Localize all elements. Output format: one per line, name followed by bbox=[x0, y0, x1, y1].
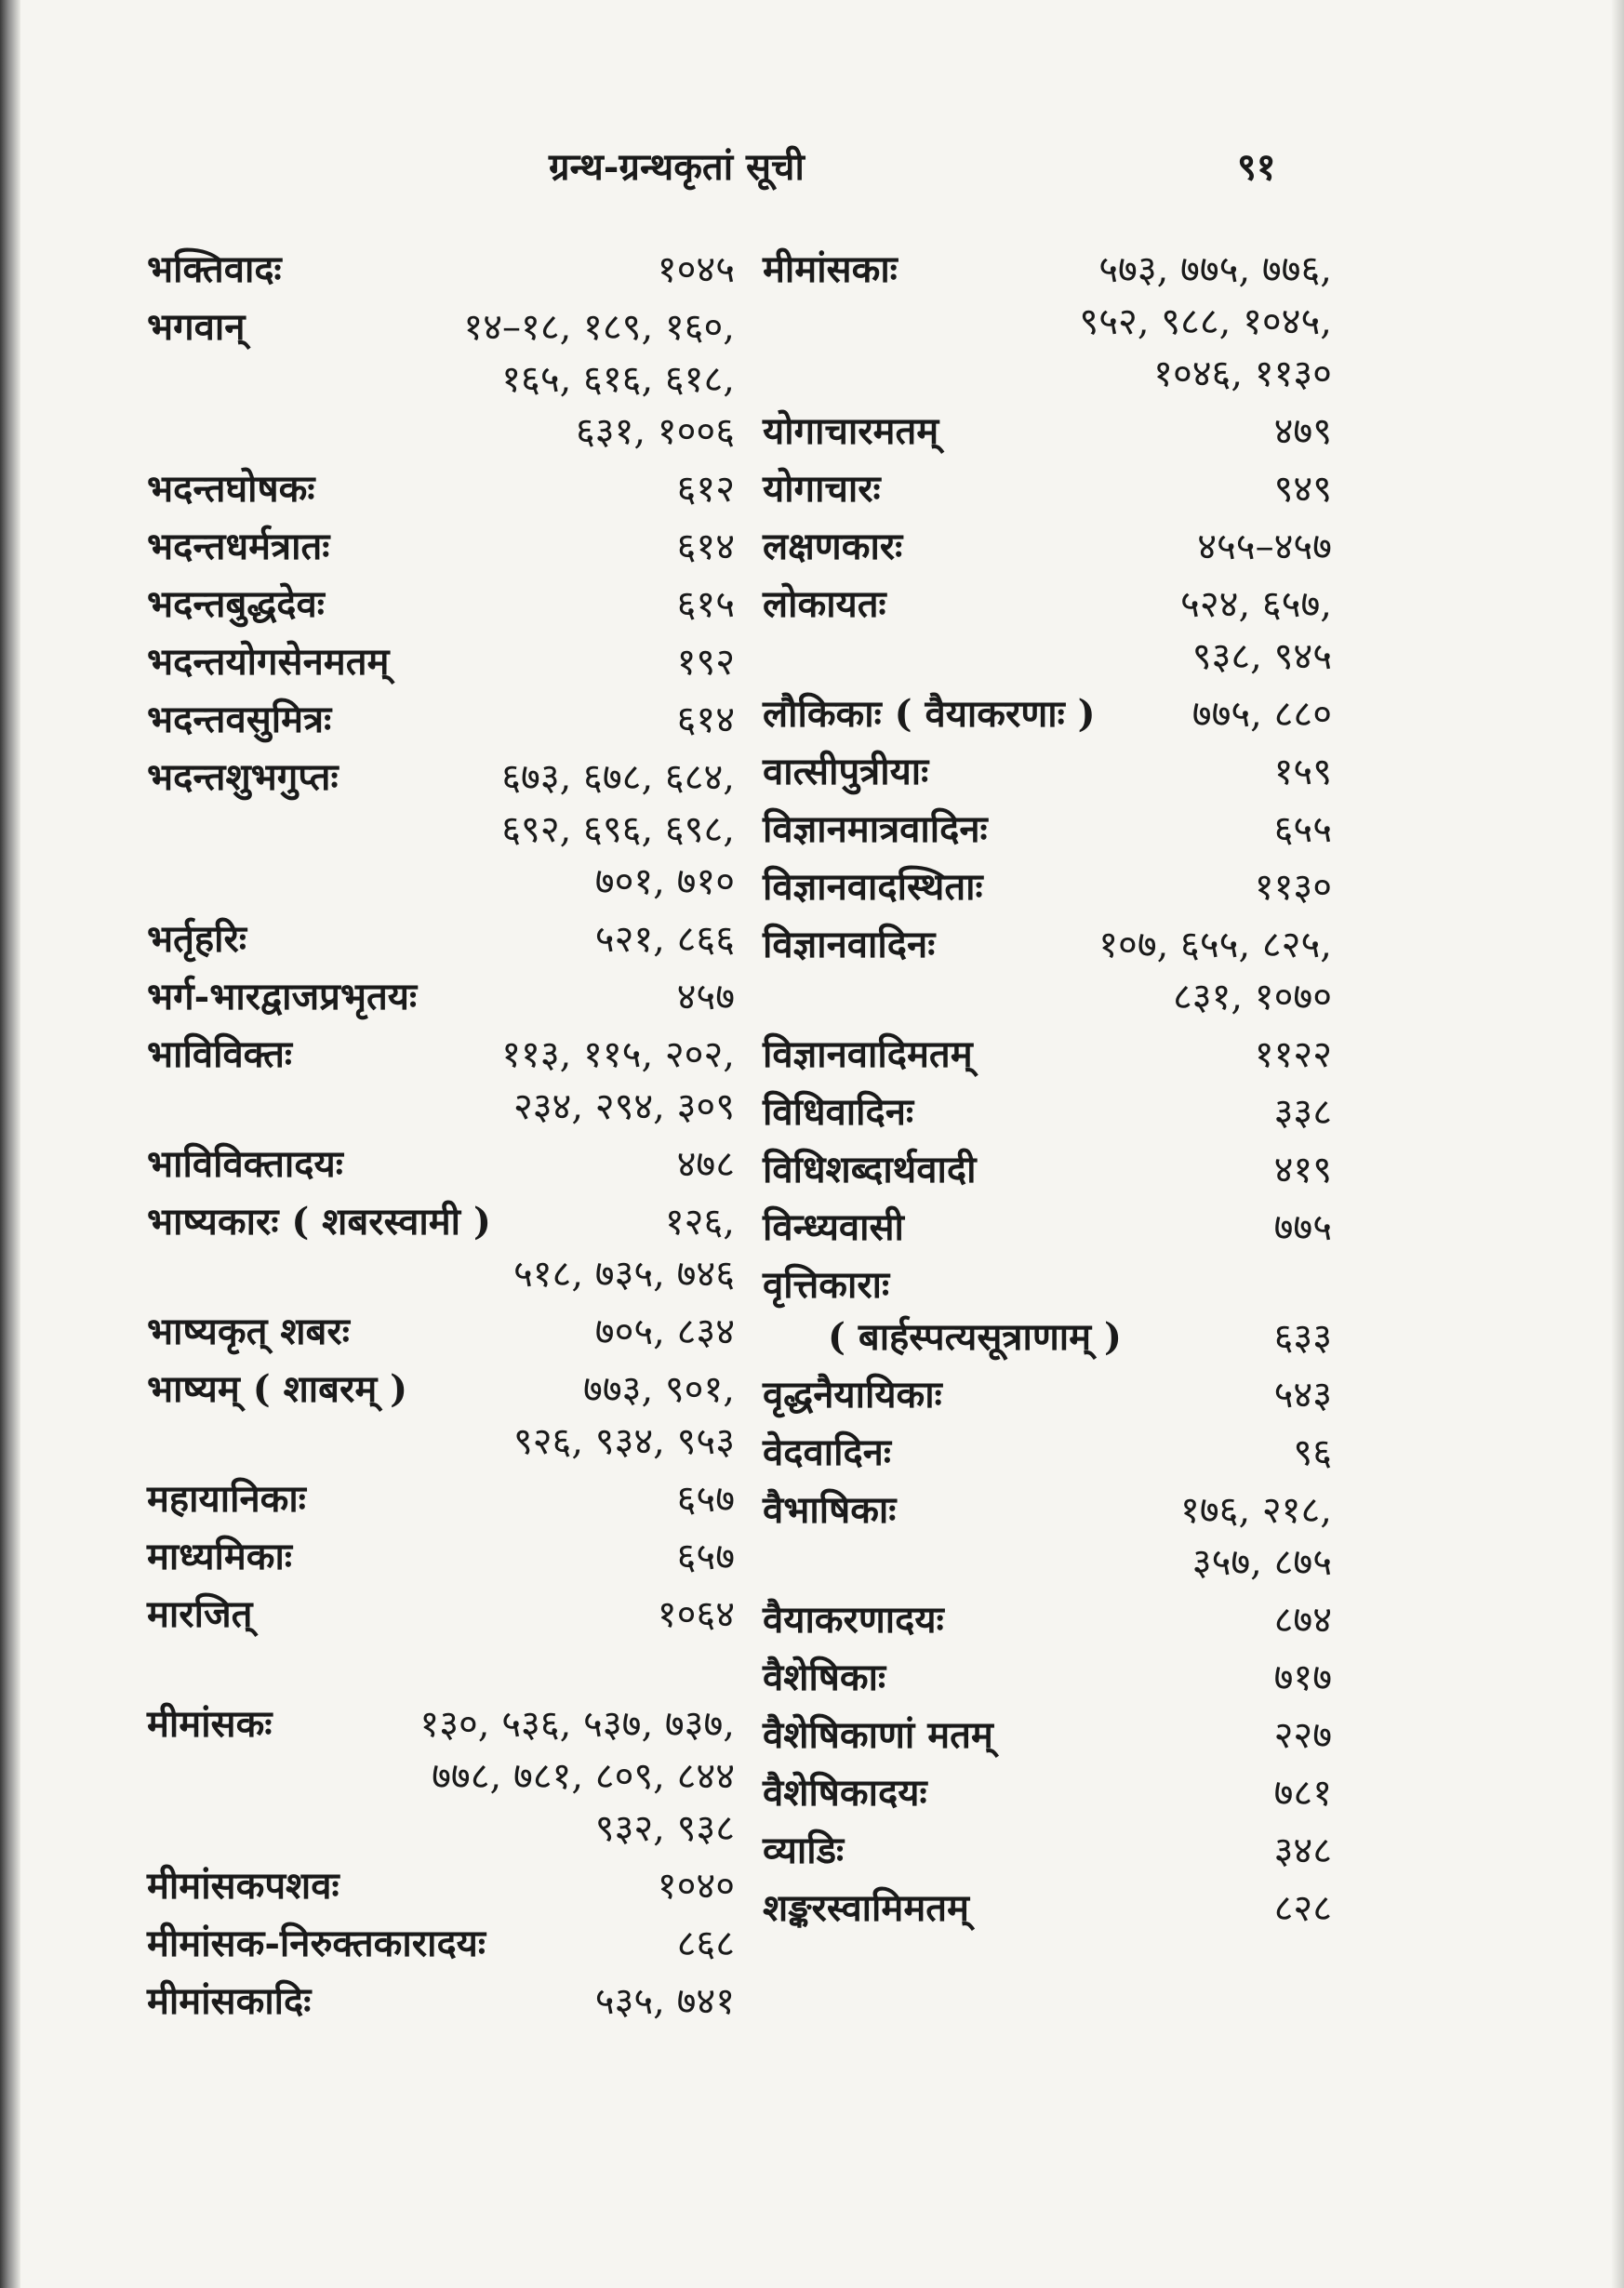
index-entry bbox=[763, 1767, 1332, 1819]
index-term: लोकायतः bbox=[763, 582, 886, 626]
index-term: व्याडिः bbox=[763, 1829, 845, 1872]
index-page-refs-continued: ७७८, ७८१, ८०९, ८४४ bbox=[432, 1755, 735, 1798]
index-page-refs: ७७५, ८८० bbox=[1191, 693, 1332, 736]
index-entry-row bbox=[763, 463, 1332, 515]
index-page-refs: १९२ bbox=[676, 641, 735, 684]
index-page-refs-continued: ५१८, ७३५, ७४६ bbox=[512, 1253, 735, 1296]
index-entry bbox=[763, 1202, 1332, 1254]
index-term: माध्यमिकाः bbox=[147, 1535, 292, 1578]
index-entry-row bbox=[147, 913, 735, 965]
index-term: भदन्तघोषकः bbox=[147, 467, 315, 511]
index-entry bbox=[763, 1709, 1332, 1762]
index-entry bbox=[763, 579, 1332, 683]
index-page-refs: ११३० bbox=[1254, 866, 1332, 909]
index-entry-row bbox=[763, 861, 1332, 913]
index-page-refs: ८७४ bbox=[1273, 1599, 1332, 1642]
index-page-refs: ११३, ११५, २०२, bbox=[501, 1033, 735, 1076]
index-page-refs-continued: ९५२, ९८८, १०४५, bbox=[1079, 300, 1332, 343]
index-entry-row bbox=[763, 579, 1332, 631]
index-page-refs: ७७५ bbox=[1273, 1206, 1332, 1249]
index-page-refs: ७८१ bbox=[1273, 1772, 1332, 1815]
index-page-refs: ६५७ bbox=[676, 1478, 735, 1521]
index-entry-row bbox=[147, 1975, 735, 2028]
index-page-refs: १०६४ bbox=[657, 1593, 735, 1636]
blank-line bbox=[147, 1646, 735, 1698]
index-entry-row bbox=[763, 1144, 1332, 1196]
index-term: भदन्तशुभगुप्तः bbox=[147, 755, 339, 799]
index-term: विधिशब्दार्थवादी bbox=[763, 1148, 977, 1191]
index-page-refs: ६१२ bbox=[676, 468, 735, 511]
index-term: भक्तिवादः bbox=[147, 247, 282, 291]
index-page-refs: ६५५ bbox=[1273, 808, 1332, 851]
index-entry bbox=[763, 1652, 1332, 1704]
index-term: मीमांसकादिः bbox=[147, 1979, 312, 2023]
index-term: योगाचारः bbox=[763, 467, 881, 511]
index-page-refs-continued: ९३२, ९३८ bbox=[594, 1807, 735, 1850]
index-page-refs: ४७८ bbox=[676, 1143, 735, 1186]
index-entry-row bbox=[147, 636, 735, 688]
index-page-refs: ११२२ bbox=[1254, 1033, 1332, 1076]
index-page-refs: १७६, २१८, bbox=[1180, 1489, 1332, 1532]
index-entry-row bbox=[147, 579, 735, 631]
index-entry-row bbox=[147, 1918, 735, 1970]
index-page-refs-continued: ७०१, ७१० bbox=[594, 860, 735, 903]
index-term: विज्ञानवादिनः bbox=[763, 923, 936, 966]
index-entry bbox=[147, 1473, 735, 1525]
index-entry bbox=[763, 1029, 1332, 1081]
index-entry bbox=[763, 746, 1332, 798]
index-page-refs: १३०, ५३६, ५३७, ७३७, bbox=[419, 1703, 735, 1746]
index-entry-row bbox=[147, 1306, 735, 1358]
index-entry bbox=[147, 463, 735, 515]
index-page-refs: ५३५, ७४१ bbox=[594, 1980, 735, 2023]
index-page-refs-continued: १६५, ६१६, ६१८, bbox=[501, 358, 735, 401]
index-entry-row bbox=[763, 1202, 1332, 1254]
index-entry-row bbox=[147, 971, 735, 1023]
index-page-refs: ४१९ bbox=[1273, 1149, 1332, 1191]
index-page-refs: ६७३, ६७८, ६८४, bbox=[501, 756, 735, 799]
index-term: शङ्करस्वामिमतम् bbox=[763, 1886, 969, 1930]
index-page-refs: ६५७ bbox=[676, 1536, 735, 1578]
index-entry bbox=[147, 521, 735, 573]
index-term: मीमांसकाः bbox=[763, 247, 898, 291]
running-title: ग्रन्थ-ग्रन्थकृतां सूची bbox=[549, 145, 805, 189]
index-term: भाविविक्तः bbox=[147, 1032, 292, 1076]
page-header bbox=[0, 140, 1624, 195]
index-entry bbox=[147, 1698, 735, 1855]
index-term: वैभाषिकाः bbox=[763, 1488, 897, 1532]
index-entry-row bbox=[763, 1086, 1332, 1138]
index-term: विज्ञानवादस्थिताः bbox=[763, 865, 983, 909]
index-page-refs: ७१७ bbox=[1273, 1656, 1332, 1699]
index-term: भदन्तयोगसेनमतम् bbox=[147, 640, 390, 684]
index-entry bbox=[147, 1975, 735, 2028]
index-entry bbox=[147, 694, 735, 746]
index-term: भदन्तधर्मत्रातः bbox=[147, 525, 330, 568]
index-entry-row bbox=[763, 1767, 1332, 1819]
index-term: वेदवादिनः bbox=[763, 1430, 891, 1474]
index-term: वैशेषिकाः bbox=[763, 1656, 886, 1699]
index-page-refs: २२७ bbox=[1273, 1714, 1332, 1757]
index-term: भाविविक्तादयः bbox=[147, 1142, 343, 1186]
index-page-refs: १०४५ bbox=[657, 248, 735, 291]
index-entry-row bbox=[147, 1698, 735, 1750]
index-page-refs: ६१४ bbox=[676, 525, 735, 568]
index-page-refs-continued: ३५७, ८७५ bbox=[1191, 1541, 1332, 1584]
index-entry-row bbox=[147, 1196, 735, 1248]
index-entry bbox=[147, 244, 735, 296]
index-entry bbox=[763, 1369, 1332, 1421]
index-term: वृत्तिकाराः bbox=[763, 1263, 890, 1307]
index-page-refs-continued: ६९२, ६९६, ६९८, bbox=[501, 808, 735, 851]
index-entry-row bbox=[147, 1138, 735, 1191]
index-page-refs: ४५५–४५७ bbox=[1197, 525, 1332, 568]
index-page-refs: ३३८ bbox=[1273, 1091, 1332, 1134]
index-term: योगाचारमतम् bbox=[763, 409, 939, 453]
index-entry-row bbox=[763, 521, 1332, 573]
index-page-refs: ५७३, ७७५, ७७६, bbox=[1098, 248, 1332, 291]
index-term: वैशेषिकादयः bbox=[763, 1771, 927, 1815]
book-binding-shadow bbox=[0, 0, 20, 2288]
index-entry-row bbox=[147, 244, 735, 296]
index-entry-row bbox=[147, 1029, 735, 1081]
index-entry-row bbox=[763, 804, 1332, 856]
index-entry-row bbox=[147, 521, 735, 573]
index-page-refs-continued: २३४, २९४, ३०९ bbox=[512, 1085, 735, 1128]
index-entry bbox=[147, 1196, 735, 1300]
index-page-refs: ६३३ bbox=[1273, 1316, 1332, 1359]
index-term: भाष्यकारः ( शबरस्वामी ) bbox=[147, 1200, 491, 1244]
index-entry bbox=[763, 1825, 1332, 1877]
index-term: विज्ञानमात्रवादिनः bbox=[763, 807, 988, 851]
index-entry bbox=[763, 861, 1332, 913]
index-page-refs-continued: ६३१, १००६ bbox=[575, 410, 735, 453]
page-number: ९१ bbox=[1237, 145, 1276, 189]
index-term: मीमांसकः bbox=[147, 1702, 273, 1746]
index-entry-row bbox=[763, 746, 1332, 798]
index-page-refs: ९६ bbox=[1293, 1431, 1332, 1474]
index-entry bbox=[763, 1427, 1332, 1479]
index-entry-row bbox=[147, 1363, 735, 1416]
index-page-refs: ६१५ bbox=[676, 583, 735, 626]
index-term: वैयाकरणादयः bbox=[763, 1598, 944, 1642]
index-term: मीमांसक-निरुक्तकारादयः bbox=[147, 1922, 486, 1965]
index-entry-row bbox=[763, 1484, 1332, 1536]
page-edge-shadow bbox=[1611, 0, 1624, 2288]
index-entry-row bbox=[763, 244, 1332, 296]
index-entry-row bbox=[763, 688, 1332, 740]
index-page-refs: ८२८ bbox=[1273, 1887, 1332, 1930]
index-entry-row bbox=[147, 1531, 735, 1583]
index-entry-row bbox=[763, 1825, 1332, 1877]
index-entry bbox=[147, 971, 735, 1023]
index-entry-row bbox=[147, 752, 735, 804]
index-page-refs: १०४० bbox=[657, 1865, 735, 1908]
index-entry bbox=[147, 1860, 735, 1912]
index-page-refs: ५४३ bbox=[1273, 1374, 1332, 1417]
index-entry-row bbox=[763, 919, 1332, 971]
index-page-refs-continued: १०४६, ११३० bbox=[1153, 353, 1332, 395]
index-entry bbox=[147, 1918, 735, 1970]
index-entry bbox=[763, 406, 1332, 458]
index-page-refs: ८६८ bbox=[676, 1922, 735, 1965]
index-page-refs: १०७, ६५५, ८२५, bbox=[1098, 924, 1332, 966]
index-term: भाष्यम् ( शाबरम् ) bbox=[147, 1367, 408, 1411]
index-entry bbox=[763, 1882, 1332, 1935]
index-page-refs: ५२४, ६५७, bbox=[1180, 583, 1332, 626]
index-entry-row bbox=[763, 1029, 1332, 1081]
index-entry bbox=[763, 919, 1332, 1023]
index-entry bbox=[763, 1484, 1332, 1589]
index-subterm-row bbox=[763, 1311, 1332, 1363]
index-entry bbox=[147, 1306, 735, 1358]
index-page-refs: ५२१, ८६६ bbox=[594, 918, 735, 961]
index-term: वात्सीपुत्रीयाः bbox=[763, 750, 929, 793]
index-subterm: ( बार्हस्पत्यसूत्राणाम् ) bbox=[828, 1315, 1122, 1359]
index-page-refs: १४–१८, १८९, १६०, bbox=[463, 306, 735, 349]
index-term: वैशेषिकाणां मतम् bbox=[763, 1713, 993, 1757]
index-term: भगवान् bbox=[147, 305, 246, 349]
index-entry bbox=[763, 1086, 1332, 1138]
index-entry bbox=[147, 752, 735, 908]
index-term: मीमांसकपशवः bbox=[147, 1864, 339, 1908]
index-page-refs-continued: ९२६, ९३४, ९५३ bbox=[512, 1420, 735, 1463]
index-term: महायानिकाः bbox=[147, 1477, 306, 1521]
index-entry bbox=[147, 1589, 735, 1641]
index-entry bbox=[147, 1138, 735, 1191]
index-entry-row bbox=[763, 1259, 1332, 1311]
index-entry bbox=[763, 804, 1332, 856]
index-term: मारजित् bbox=[147, 1592, 253, 1636]
index-entry bbox=[763, 1594, 1332, 1646]
index-entry bbox=[763, 1144, 1332, 1196]
index-page-refs-continued: ९३८, ९४५ bbox=[1191, 635, 1332, 678]
index-term: भदन्तवसुमित्रः bbox=[147, 698, 332, 741]
index-term: विन्ध्यवासी bbox=[763, 1205, 904, 1249]
index-entry bbox=[763, 463, 1332, 515]
index-entry bbox=[147, 1531, 735, 1583]
index-entry-row bbox=[147, 694, 735, 746]
index-entry-row bbox=[147, 1589, 735, 1641]
index-page-refs: ९४९ bbox=[1273, 468, 1332, 511]
index-term: लक्षणकारः bbox=[763, 525, 903, 568]
index-entry-row bbox=[763, 406, 1332, 458]
index-entry-row bbox=[147, 1473, 735, 1525]
index-entry bbox=[147, 913, 735, 965]
index-entry bbox=[763, 521, 1332, 573]
index-entry-row bbox=[763, 1594, 1332, 1646]
index-entry-row bbox=[147, 1860, 735, 1912]
index-term: भदन्तबुद्धदेवः bbox=[147, 582, 325, 626]
index-entry-row bbox=[763, 1427, 1332, 1479]
index-page-refs: ६१४ bbox=[676, 698, 735, 741]
index-entry bbox=[147, 1029, 735, 1133]
index-entry bbox=[763, 244, 1332, 400]
index-entry-row bbox=[763, 1369, 1332, 1421]
index-page-refs: ३४८ bbox=[1273, 1829, 1332, 1872]
index-term: विधिवादिनः bbox=[763, 1090, 914, 1134]
index-entry bbox=[147, 1363, 735, 1468]
index-term: लौकिकाः ( वैयाकरणाः ) bbox=[763, 692, 1096, 736]
index-entry bbox=[763, 688, 1332, 740]
index-entry bbox=[147, 579, 735, 631]
index-page-refs: १५९ bbox=[1273, 751, 1332, 793]
index-entry bbox=[763, 1259, 1332, 1363]
index-page-refs: ४५७ bbox=[676, 976, 735, 1018]
index-page-refs: ४७९ bbox=[1273, 410, 1332, 453]
index-entry-row bbox=[147, 463, 735, 515]
index-page-refs: ७०५, ८३४ bbox=[594, 1310, 735, 1353]
index-entry bbox=[147, 636, 735, 688]
index-term: भर्ग-भारद्वाजप्रभृतयः bbox=[147, 975, 418, 1018]
index-term: भर्तृहरिः bbox=[147, 917, 246, 961]
index-entry-row bbox=[763, 1709, 1332, 1762]
index-column-left bbox=[147, 244, 735, 2033]
index-entry-row bbox=[147, 301, 735, 353]
index-column-right bbox=[763, 244, 1332, 1940]
index-page-refs: ७७३, ९०१, bbox=[583, 1368, 735, 1411]
index-page-refs-continued: ८३१, १०७० bbox=[1172, 976, 1332, 1018]
index-entry-row bbox=[763, 1882, 1332, 1935]
index-page-refs: १२६, bbox=[664, 1201, 735, 1244]
index-entry bbox=[147, 301, 735, 458]
index-term: वृद्धनैयायिकाः bbox=[763, 1373, 942, 1417]
index-term: विज्ञानवादिमतम् bbox=[763, 1032, 973, 1076]
index-entry-row bbox=[763, 1652, 1332, 1704]
index-term: भाष्यकृत् शबरः bbox=[147, 1310, 350, 1353]
